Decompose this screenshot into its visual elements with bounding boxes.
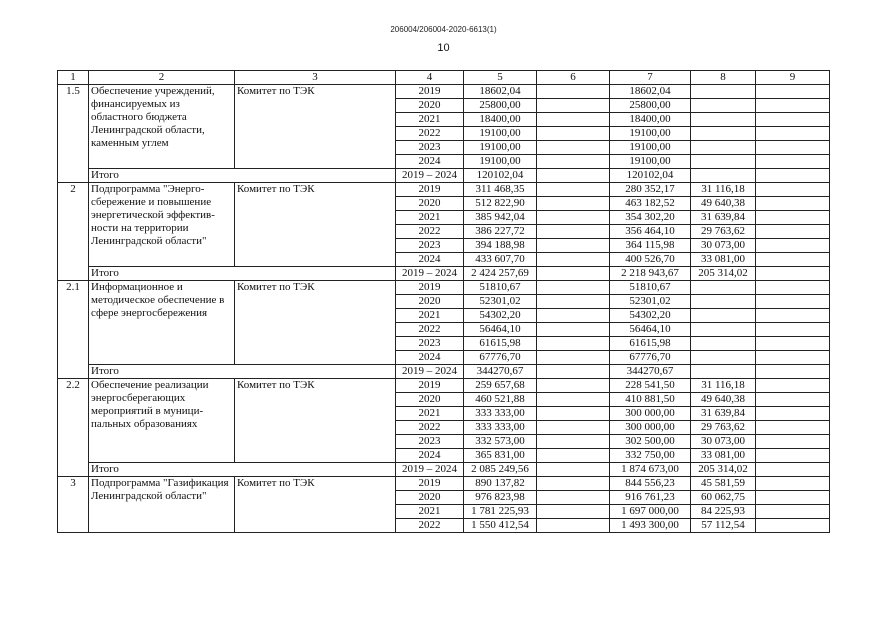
total-year-range: 2019 – 2024 — [396, 463, 464, 477]
year-cell: 2023 — [396, 337, 464, 351]
value-cell-c5: 512 822,90 — [464, 197, 537, 211]
total-value-c9 — [756, 463, 830, 477]
section-committee: Комитет по ТЭК — [235, 183, 396, 267]
value-cell-c7: 356 464,10 — [610, 225, 691, 239]
table-row — [58, 85, 830, 99]
value-cell-c9 — [756, 85, 830, 99]
value-cell-c6 — [537, 435, 610, 449]
value-cell-c5: 365 831,00 — [464, 449, 537, 463]
year-cell: 2021 — [396, 505, 464, 519]
year-cell: 2024 — [396, 253, 464, 267]
value-cell-c5: 19100,00 — [464, 141, 537, 155]
value-cell-c5: 333 333,00 — [464, 421, 537, 435]
year-cell: 2020 — [396, 99, 464, 113]
value-cell-c7: 410 881,50 — [610, 393, 691, 407]
value-cell-c7: 400 526,70 — [610, 253, 691, 267]
total-row — [58, 169, 830, 183]
column-header-1: 1 — [58, 71, 89, 85]
value-cell-c7: 300 000,00 — [610, 407, 691, 421]
section-committee: Комитет по ТЭК — [235, 379, 396, 463]
value-cell-c7: 56464,10 — [610, 323, 691, 337]
value-cell-c8: 31 116,18 — [691, 183, 756, 197]
value-cell-c6 — [537, 113, 610, 127]
section-name: Обеспечение реализации энергосберегающих мероприятий в муници-пальных образованиях — [89, 379, 235, 463]
total-value-c8 — [691, 169, 756, 183]
value-cell-c9 — [756, 435, 830, 449]
value-cell-c5: 18400,00 — [464, 113, 537, 127]
value-cell-c5: 51810,67 — [464, 281, 537, 295]
value-cell-c8 — [691, 85, 756, 99]
value-cell-c9 — [756, 281, 830, 295]
value-cell-c6 — [537, 505, 610, 519]
value-cell-c9 — [756, 351, 830, 365]
year-cell: 2020 — [396, 197, 464, 211]
value-cell-c9 — [756, 393, 830, 407]
column-header-9: 9 — [756, 71, 830, 85]
value-cell-c7: 18602,04 — [610, 85, 691, 99]
value-cell-c8 — [691, 281, 756, 295]
value-cell-c9 — [756, 309, 830, 323]
total-row — [58, 463, 830, 477]
year-cell: 2020 — [396, 393, 464, 407]
total-value-c5: 2 085 249,56 — [464, 463, 537, 477]
value-cell-c6 — [537, 337, 610, 351]
total-label: Итого — [89, 169, 396, 183]
value-cell-c5: 19100,00 — [464, 127, 537, 141]
value-cell-c9 — [756, 491, 830, 505]
value-cell-c5: 386 227,72 — [464, 225, 537, 239]
column-header-5: 5 — [464, 71, 537, 85]
value-cell-c7: 52301,02 — [610, 295, 691, 309]
value-cell-c9 — [756, 449, 830, 463]
value-cell-c9 — [756, 183, 830, 197]
value-cell-c5: 385 942,04 — [464, 211, 537, 225]
section-name: Подпрограмма "Газификация Ленинградской области" — [89, 477, 235, 533]
value-cell-c5: 259 657,68 — [464, 379, 537, 393]
value-cell-c7: 67776,70 — [610, 351, 691, 365]
value-cell-c7: 51810,67 — [610, 281, 691, 295]
year-cell: 2022 — [396, 323, 464, 337]
value-cell-c5: 311 468,35 — [464, 183, 537, 197]
value-cell-c7: 844 556,23 — [610, 477, 691, 491]
table-row — [58, 379, 830, 393]
value-cell-c5: 25800,00 — [464, 99, 537, 113]
value-cell-c6 — [537, 239, 610, 253]
value-cell-c8 — [691, 309, 756, 323]
value-cell-c6 — [537, 155, 610, 169]
value-cell-c6 — [537, 281, 610, 295]
year-cell: 2024 — [396, 351, 464, 365]
value-cell-c6 — [537, 183, 610, 197]
section-number: 2.2 — [58, 379, 89, 477]
section-name: Подпрограмма "Энерго-сбережение и повышение энергетической эффектив-ности на территории Ленинградской области" — [89, 183, 235, 267]
value-cell-c5: 1 550 412,54 — [464, 519, 537, 533]
value-cell-c5: 433 607,70 — [464, 253, 537, 267]
value-cell-c8: 33 081,00 — [691, 253, 756, 267]
value-cell-c8: 29 763,62 — [691, 421, 756, 435]
value-cell-c8 — [691, 337, 756, 351]
value-cell-c6 — [537, 407, 610, 421]
value-cell-c7: 61615,98 — [610, 337, 691, 351]
section-name: Обеспечение учреждений, финансируемых из областного бюджета Ленинградской области, каменным углем — [89, 85, 235, 169]
value-cell-c6 — [537, 351, 610, 365]
value-cell-c5: 19100,00 — [464, 155, 537, 169]
year-cell: 2019 — [396, 477, 464, 491]
value-cell-c6 — [537, 323, 610, 337]
value-cell-c5: 54302,20 — [464, 309, 537, 323]
total-value-c8: 205 314,02 — [691, 463, 756, 477]
total-value-c5: 120102,04 — [464, 169, 537, 183]
value-cell-c7: 302 500,00 — [610, 435, 691, 449]
value-cell-c7: 332 750,00 — [610, 449, 691, 463]
value-cell-c6 — [537, 449, 610, 463]
value-cell-c6 — [537, 197, 610, 211]
value-cell-c9 — [756, 239, 830, 253]
value-cell-c9 — [756, 197, 830, 211]
total-value-c5: 344270,67 — [464, 365, 537, 379]
value-cell-c9 — [756, 253, 830, 267]
value-cell-c5: 1 781 225,93 — [464, 505, 537, 519]
document-id: 206004/206004-2020-6613(1) — [390, 25, 497, 34]
total-value-c8: 205 314,02 — [691, 267, 756, 281]
year-cell: 2022 — [396, 519, 464, 533]
value-cell-c6 — [537, 421, 610, 435]
column-header-7: 7 — [610, 71, 691, 85]
column-header-2: 2 — [89, 71, 235, 85]
value-cell-c9 — [756, 323, 830, 337]
value-cell-c9 — [756, 225, 830, 239]
value-cell-c9 — [756, 211, 830, 225]
value-cell-c8: 49 640,38 — [691, 393, 756, 407]
value-cell-c8: 84 225,93 — [691, 505, 756, 519]
value-cell-c7: 916 761,23 — [610, 491, 691, 505]
value-cell-c9 — [756, 407, 830, 421]
section-committee: Комитет по ТЭК — [235, 281, 396, 365]
value-cell-c7: 54302,20 — [610, 309, 691, 323]
total-value-c8 — [691, 365, 756, 379]
year-cell: 2019 — [396, 183, 464, 197]
total-value-c6 — [537, 463, 610, 477]
table-row — [58, 183, 830, 197]
total-row — [58, 267, 830, 281]
value-cell-c5: 394 188,98 — [464, 239, 537, 253]
value-cell-c7: 280 352,17 — [610, 183, 691, 197]
value-cell-c5: 18602,04 — [464, 85, 537, 99]
value-cell-c5: 52301,02 — [464, 295, 537, 309]
total-year-range: 2019 – 2024 — [396, 169, 464, 183]
value-cell-c7: 228 541,50 — [610, 379, 691, 393]
year-cell: 2024 — [396, 449, 464, 463]
value-cell-c7: 463 182,52 — [610, 197, 691, 211]
value-cell-c8: 29 763,62 — [691, 225, 756, 239]
value-cell-c9 — [756, 337, 830, 351]
year-cell: 2019 — [396, 379, 464, 393]
total-value-c9 — [756, 169, 830, 183]
year-cell: 2024 — [396, 155, 464, 169]
total-row — [58, 365, 830, 379]
value-cell-c8 — [691, 323, 756, 337]
value-cell-c6 — [537, 127, 610, 141]
section-committee: Комитет по ТЭК — [235, 477, 396, 533]
column-header-6: 6 — [537, 71, 610, 85]
value-cell-c6 — [537, 225, 610, 239]
year-cell: 2022 — [396, 421, 464, 435]
total-value-c6 — [537, 365, 610, 379]
value-cell-c8: 31 639,84 — [691, 211, 756, 225]
column-header-8: 8 — [691, 71, 756, 85]
year-cell: 2021 — [396, 309, 464, 323]
value-cell-c7: 354 302,20 — [610, 211, 691, 225]
header-row — [58, 71, 830, 85]
value-cell-c8: 31 116,18 — [691, 379, 756, 393]
value-cell-c9 — [756, 141, 830, 155]
value-cell-c9 — [756, 99, 830, 113]
value-cell-c5: 67776,70 — [464, 351, 537, 365]
value-cell-c5: 460 521,88 — [464, 393, 537, 407]
value-cell-c7: 1 697 000,00 — [610, 505, 691, 519]
budget-table — [57, 70, 830, 533]
value-cell-c9 — [756, 477, 830, 491]
value-cell-c5: 890 137,82 — [464, 477, 537, 491]
value-cell-c9 — [756, 379, 830, 393]
value-cell-c9 — [756, 505, 830, 519]
year-cell: 2021 — [396, 407, 464, 421]
value-cell-c6 — [537, 379, 610, 393]
value-cell-c6 — [537, 141, 610, 155]
value-cell-c6 — [537, 85, 610, 99]
total-value-c7: 2 218 943,67 — [610, 267, 691, 281]
section-committee: Комитет по ТЭК — [235, 85, 396, 169]
value-cell-c8: 33 081,00 — [691, 449, 756, 463]
value-cell-c8 — [691, 351, 756, 365]
value-cell-c6 — [537, 99, 610, 113]
value-cell-c9 — [756, 421, 830, 435]
year-cell: 2023 — [396, 239, 464, 253]
total-value-c6 — [537, 169, 610, 183]
total-value-c5: 2 424 257,69 — [464, 267, 537, 281]
year-cell: 2020 — [396, 491, 464, 505]
section-number: 2.1 — [58, 281, 89, 379]
value-cell-c5: 976 823,98 — [464, 491, 537, 505]
page-number: 10 — [437, 42, 450, 54]
value-cell-c9 — [756, 113, 830, 127]
section-name: Информационное и методическое обеспечение в сфере энергосбережения — [89, 281, 235, 365]
value-cell-c5: 61615,98 — [464, 337, 537, 351]
total-year-range: 2019 – 2024 — [396, 267, 464, 281]
value-cell-c7: 25800,00 — [610, 99, 691, 113]
total-value-c9 — [756, 267, 830, 281]
total-label: Итого — [89, 267, 396, 281]
total-value-c7: 120102,04 — [610, 169, 691, 183]
value-cell-c6 — [537, 295, 610, 309]
value-cell-c6 — [537, 393, 610, 407]
value-cell-c8 — [691, 155, 756, 169]
value-cell-c5: 56464,10 — [464, 323, 537, 337]
value-cell-c8 — [691, 127, 756, 141]
value-cell-c8: 57 112,54 — [691, 519, 756, 533]
year-cell: 2020 — [396, 295, 464, 309]
value-cell-c9 — [756, 295, 830, 309]
value-cell-c6 — [537, 309, 610, 323]
total-value-c9 — [756, 365, 830, 379]
value-cell-c8: 30 073,00 — [691, 435, 756, 449]
value-cell-c7: 19100,00 — [610, 127, 691, 141]
value-cell-c9 — [756, 155, 830, 169]
total-label: Итого — [89, 463, 396, 477]
value-cell-c5: 333 333,00 — [464, 407, 537, 421]
value-cell-c8: 31 639,84 — [691, 407, 756, 421]
value-cell-c8 — [691, 141, 756, 155]
value-cell-c7: 1 493 300,00 — [610, 519, 691, 533]
value-cell-c7: 300 000,00 — [610, 421, 691, 435]
value-cell-c6 — [537, 519, 610, 533]
value-cell-c8: 60 062,75 — [691, 491, 756, 505]
value-cell-c8: 45 581,59 — [691, 477, 756, 491]
value-cell-c6 — [537, 477, 610, 491]
total-year-range: 2019 – 2024 — [396, 365, 464, 379]
value-cell-c8: 30 073,00 — [691, 239, 756, 253]
year-cell: 2019 — [396, 281, 464, 295]
year-cell: 2021 — [396, 113, 464, 127]
value-cell-c7: 19100,00 — [610, 155, 691, 169]
value-cell-c8 — [691, 295, 756, 309]
value-cell-c5: 332 573,00 — [464, 435, 537, 449]
table-row — [58, 281, 830, 295]
section-number: 2 — [58, 183, 89, 281]
year-cell: 2022 — [396, 225, 464, 239]
value-cell-c9 — [756, 127, 830, 141]
total-value-c7: 1 874 673,00 — [610, 463, 691, 477]
total-label: Итого — [89, 365, 396, 379]
value-cell-c7: 19100,00 — [610, 141, 691, 155]
year-cell: 2019 — [396, 85, 464, 99]
year-cell: 2023 — [396, 141, 464, 155]
total-value-c6 — [537, 267, 610, 281]
section-number: 3 — [58, 477, 89, 533]
column-header-3: 3 — [235, 71, 396, 85]
year-cell: 2023 — [396, 435, 464, 449]
value-cell-c8: 49 640,38 — [691, 197, 756, 211]
table-row — [58, 477, 830, 491]
value-cell-c8 — [691, 113, 756, 127]
total-value-c7: 344270,67 — [610, 365, 691, 379]
value-cell-c9 — [756, 519, 830, 533]
year-cell: 2021 — [396, 211, 464, 225]
section-number: 1.5 — [58, 85, 89, 183]
value-cell-c6 — [537, 253, 610, 267]
value-cell-c7: 364 115,98 — [610, 239, 691, 253]
value-cell-c7: 18400,00 — [610, 113, 691, 127]
column-header-4: 4 — [396, 71, 464, 85]
value-cell-c6 — [537, 491, 610, 505]
year-cell: 2022 — [396, 127, 464, 141]
value-cell-c6 — [537, 211, 610, 225]
value-cell-c8 — [691, 99, 756, 113]
